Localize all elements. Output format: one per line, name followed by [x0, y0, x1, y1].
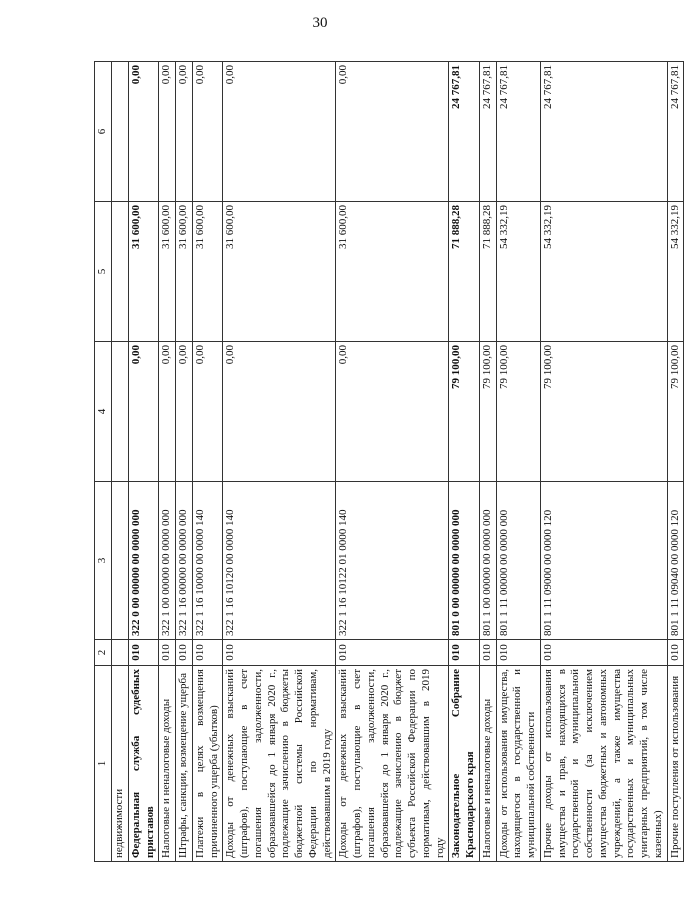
row-value-col6: 24 767,81 [479, 62, 496, 202]
row-kbk-cell: 801 1 11 00000 00 0000 000 [496, 482, 540, 640]
row-admin-code-cell: 010 [540, 640, 667, 666]
row-value-col5: 31 600,00 [176, 202, 193, 342]
table-row [192, 62, 223, 862]
row-value-col4: 0,00 [159, 342, 176, 482]
row-value-col6: 0,00 [192, 62, 223, 202]
row-value-col5: 31 600,00 [128, 202, 159, 342]
table-row [176, 62, 193, 862]
column-header: 1 [95, 666, 112, 862]
table-body [112, 62, 684, 862]
table-row [112, 62, 129, 862]
table-row [128, 62, 159, 862]
column-header: 6 [95, 62, 112, 202]
row-value-col5: 54 332,19 [667, 202, 684, 342]
row-name-cell: Доходы от денежных взысканий (штрафов), поступающие в счет погашения задолженности, образовавшейся до 1 января 2020 г., подлежащие зачислению в бюджеты бюджетной системы Российской Федерации по нормативам, действовавшим в 2019 году [223, 666, 336, 862]
row-name-cell: Законодательное Собрание Краснодарского края [449, 666, 480, 862]
row-kbk-cell: 801 1 11 09040 00 0000 120 [667, 482, 684, 640]
table-row [496, 62, 540, 862]
row-name-cell: Платежи в целях возмещения причиненного ущерба (убытков) [192, 666, 223, 862]
row-kbk-cell: 322 1 16 10120 00 0000 140 [223, 482, 336, 640]
row-name-cell: Налоговые и неналоговые доходы [479, 666, 496, 862]
row-admin-code-cell: 010 [192, 640, 223, 666]
row-kbk-cell [112, 482, 129, 640]
row-kbk-cell: 801 1 00 00000 00 0000 000 [479, 482, 496, 640]
row-value-col5: 71 888,28 [449, 202, 480, 342]
row-name-cell: Доходы от денежных взысканий (штрафов), поступающие в счет погашения задолженности, образовавшейся до 1 января 2020 г., подлежащие зачислению в бюджет субъекта Российской Федерации по нормативам, действовавшим в 2019 году [336, 666, 449, 862]
row-name-cell: Штрафы, санкции, возмещение ущерба [176, 666, 193, 862]
row-value-col5: 31 600,00 [159, 202, 176, 342]
table-row [223, 62, 336, 862]
row-admin-code-cell [112, 640, 129, 666]
row-value-col4: 79 100,00 [540, 342, 667, 482]
row-value-col6: 0,00 [223, 62, 336, 202]
row-value-col6: 0,00 [128, 62, 159, 202]
column-header: 3 [95, 482, 112, 640]
row-value-col4: 79 100,00 [667, 342, 684, 482]
rotated-table-area [94, 62, 681, 862]
row-value-col5: 31 600,00 [192, 202, 223, 342]
row-name-cell: Прочие поступления от использования [667, 666, 684, 862]
table-row [540, 62, 667, 862]
revenue-table [94, 61, 684, 862]
column-header: 2 [95, 640, 112, 666]
table-row [449, 62, 480, 862]
row-kbk-cell: 801 0 00 00000 00 0000 000 [449, 482, 480, 640]
row-value-col6: 24 767,81 [496, 62, 540, 202]
row-value-col5: 31 600,00 [223, 202, 336, 342]
row-value-col4: 79 100,00 [449, 342, 480, 482]
row-kbk-cell: 322 0 00 00000 00 0000 000 [128, 482, 159, 640]
row-value-col6: 0,00 [159, 62, 176, 202]
row-value-col6: 24 767,81 [540, 62, 667, 202]
row-name-cell: Налоговые и неналоговые доходы [159, 666, 176, 862]
table-row [159, 62, 176, 862]
row-admin-code-cell: 010 [223, 640, 336, 666]
column-header: 5 [95, 202, 112, 342]
row-admin-code-cell: 010 [449, 640, 480, 666]
row-value-col4: 0,00 [336, 342, 449, 482]
row-kbk-cell: 322 1 16 10000 00 0000 140 [192, 482, 223, 640]
row-value-col4: 0,00 [128, 342, 159, 482]
row-kbk-cell: 322 1 00 00000 00 0000 000 [159, 482, 176, 640]
column-header: 4 [95, 342, 112, 482]
row-kbk-cell: 322 1 16 00000 00 0000 000 [176, 482, 193, 640]
row-value-col6: 0,00 [176, 62, 193, 202]
row-value-col6: 24 767,81 [449, 62, 480, 202]
row-name-cell: Федеральная служба судебных приставов [128, 666, 159, 862]
row-admin-code-cell: 010 [176, 640, 193, 666]
table-row [336, 62, 449, 862]
row-value-col6 [112, 62, 129, 202]
row-admin-code-cell: 010 [336, 640, 449, 666]
row-value-col4: 79 100,00 [479, 342, 496, 482]
row-value-col5: 71 888,28 [479, 202, 496, 342]
row-name-cell: Прочие доходы от использования имущества и прав, находящихся в государственной и муниципальной собственности (за исключением имущества бюджетных и автономных учреждений, а также имущества государственных и муниципальных унитарных предприятий, в том числе казенных) [540, 666, 667, 862]
row-value-col5 [112, 202, 129, 342]
row-admin-code-cell: 010 [479, 640, 496, 666]
page-number: 30 [312, 15, 328, 31]
row-value-col4: 79 100,00 [496, 342, 540, 482]
row-admin-code-cell: 010 [496, 640, 540, 666]
row-admin-code-cell: 010 [667, 640, 684, 666]
row-kbk-cell: 801 1 11 09000 00 0000 120 [540, 482, 667, 640]
row-value-col5: 54 332,19 [540, 202, 667, 342]
row-value-col5: 31 600,00 [336, 202, 449, 342]
row-value-col4: 0,00 [192, 342, 223, 482]
row-value-col4: 0,00 [176, 342, 193, 482]
table-row [479, 62, 496, 862]
row-value-col4 [112, 342, 129, 482]
table-row [667, 62, 684, 862]
row-value-col6: 24 767,81 [667, 62, 684, 202]
row-value-col6: 0,00 [336, 62, 449, 202]
row-name-cell: Доходы от использования имущества, находящегося в государственной и муниципальной собственности [496, 666, 540, 862]
column-number-row [95, 62, 112, 862]
row-value-col4: 0,00 [223, 342, 336, 482]
row-kbk-cell: 322 1 16 10122 01 0000 140 [336, 482, 449, 640]
row-admin-code-cell: 010 [128, 640, 159, 666]
row-value-col5: 54 332,19 [496, 202, 540, 342]
row-admin-code-cell: 010 [159, 640, 176, 666]
row-name-cell: недвижимости [112, 666, 129, 862]
